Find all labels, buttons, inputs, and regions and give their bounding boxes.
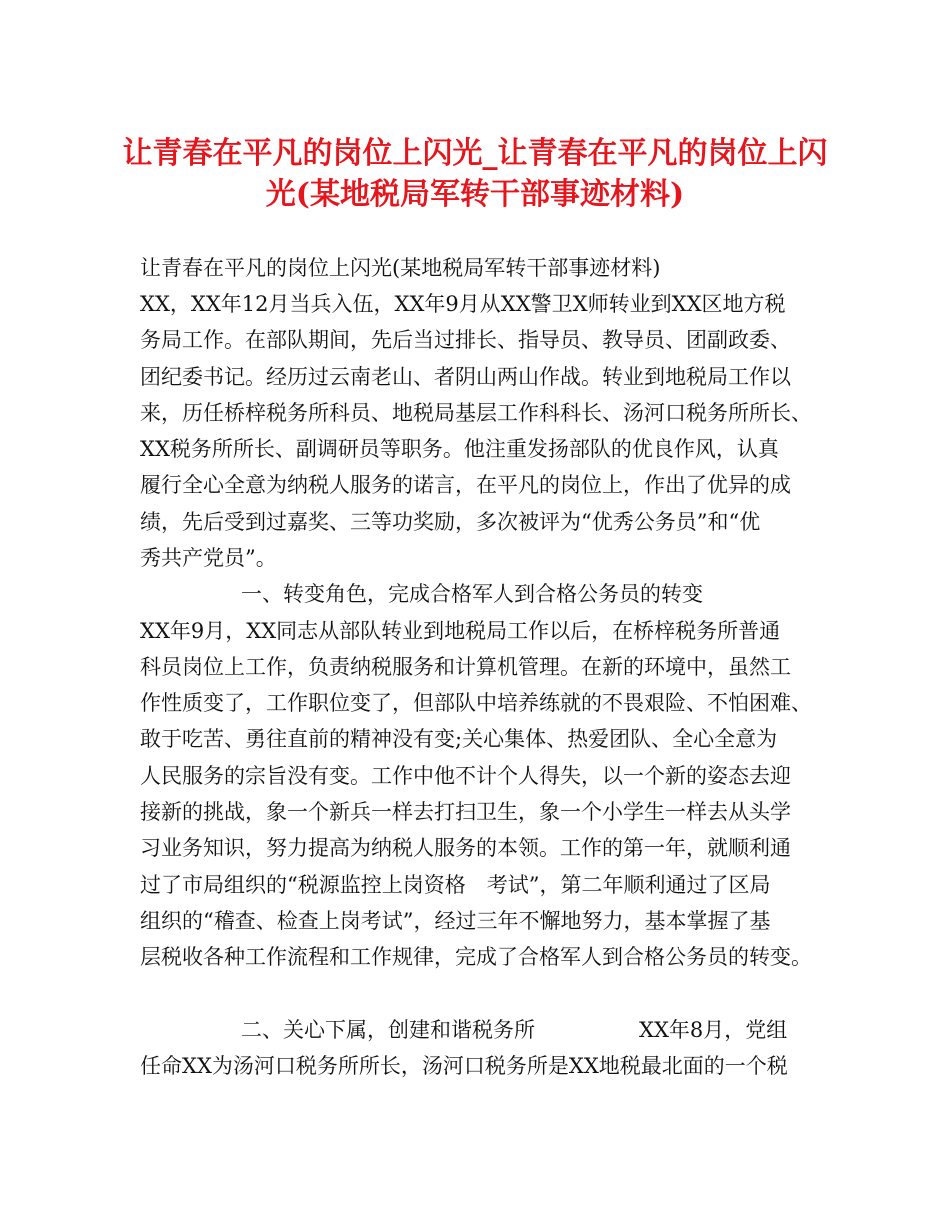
document-title-line-2: 光(某地税局军转干部事迹材料) [265,177,685,212]
body-line: 组织的“稽查、检查上岗考试”，经过三年不懈地努力，基本掌握了基 [140,909,771,933]
body-line: 作性质变了，工作职位变了，但部队中培养练就的不畏艰险、不怕困难、 [140,691,812,715]
section-heading-2-line [241,1014,931,1046]
body-line: 过了市局组织的“税源监控上岗资格 考试”，第二年顺利通过了区局 [140,873,771,897]
body-line: XX年9月，XX同志从部队转业到地税局工作以后，在桥梓税务所普通 [140,619,781,643]
body-line: 团纪委书记。经历过云南老山、者阴山两山作战。转业到地税局工作以 [140,365,791,389]
document-title-line-1: 让青春在平凡的岗位上闪光_让青春在平凡的岗位上闪 [122,136,828,171]
section-heading-2: 二、关心下属，创建和谐税务所 [241,1018,535,1042]
body-line: 秀共产党员”。 [140,546,277,570]
body-line: XX年8月，党组 [639,1018,788,1042]
section-heading-1: 一、转变角色，完成合格军人到合格公务员的转变 [241,582,703,606]
body-line: 科员岗位上工作，负责纳税服务和计算机管理。在新的环境中，虽然工 [140,655,791,679]
body-line: 接新的挑战，象一个新兵一样去打扫卫生，象一个小学生一样去从头学 [140,800,791,824]
body-line: XX，XX年12月当兵入伍，XX年9月从XX警卫X师转业到XX区地方税 [140,292,786,316]
body-line: 务局工作。在部队期间，先后当过排长、指导员、教导员、团副政委、 [140,328,791,352]
body-line: 来，历任桥梓税务所科员、地税局基层工作科科长、汤河口税务所所长、 [140,401,812,425]
subtitle-line: 让青春在平凡的岗位上闪光(某地税局军转干部事迹材料) [140,256,661,280]
body-line: 任命XX为汤河口税务所所长，汤河口税务所是XX地税最北面的一个税 [140,1054,788,1078]
body-line: 敢于吃苦、勇往直前的精神没有变;关心集体、热爱团队、全心全意为 [140,727,778,751]
body-line: 履行全心全意为纳税人服务的诺言，在平凡的岗位上，作出了优异的成 [140,473,791,497]
body-line: 绩，先后受到过嘉奖、三等功奖励，多次被评为“优秀公务员”和“优 [140,510,761,534]
body-line: 习业务知识，努力提高为纳税人服务的本领。工作的第一年，就顺利通 [140,836,791,860]
body-line: 层税收各种工作流程和工作规律，完成了合格军人到合格公务员的转变。 [140,945,812,969]
body-line: 人民服务的宗旨没有变。工作中他不计个人得失，以一个新的姿态去迎 [140,764,791,788]
body-line: XX税务所所长、副调研员等职务。他注重发扬部队的优良作风，认真 [140,437,779,461]
